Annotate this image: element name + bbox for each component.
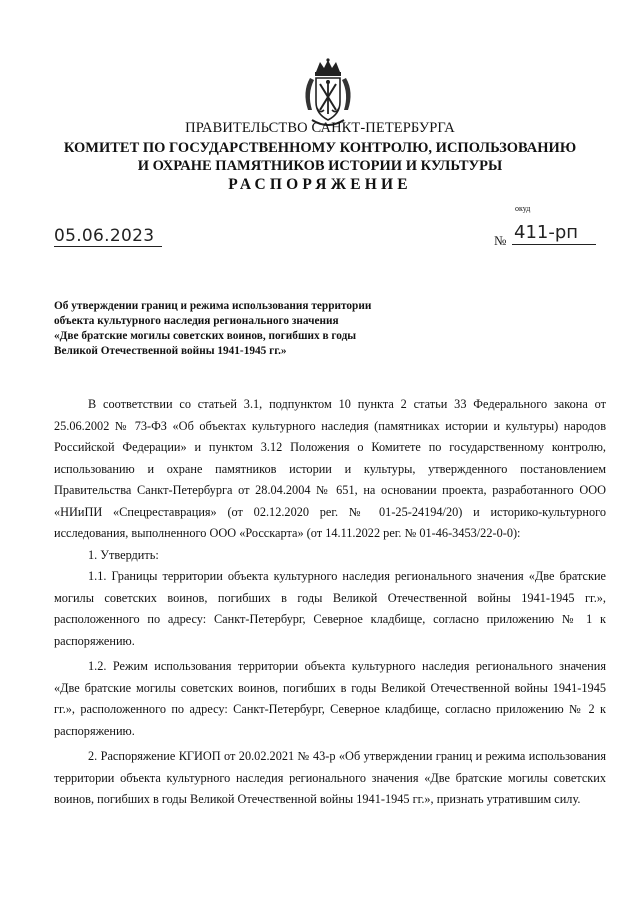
subject-line-4: Великой Отечественной войны 1941-1945 гг.» [54, 345, 287, 357]
committee-name [0, 139, 640, 175]
item-1-1-paragraph: 1.1. Границы территории объекта культурного наследия регионального значения «Две братские могилы советских воинов, погибших в годы Великой Отечественной войны 1941-1945 гг.», расположенного по адресу: Санкт-Петербург, Северное кладбище, согласно приложению № 1 к распоряжению. [54, 569, 606, 648]
document-type-title: РАСПОРЯЖЕНИЕ [228, 176, 412, 193]
committee-line-2: И ОХРАНЕ ПАМЯТНИКОВ ИСТОРИИ И КУЛЬТУРЫ [137, 158, 503, 174]
item-2-paragraph: 2. Распоряжение КГИОП от 20.02.2021 № 43-р «Об утверждении границ и режима использования территории объекта культурного наследия регионального значения «Две братские могилы советских воинов, погибших в годы Великой Отечественной войны 1941-1945 гг.», признать утратившим силу. [54, 749, 606, 806]
subject-line-3: «Две братские могилы советских воинов, погибших в годы [54, 330, 357, 342]
subject-line-1: Об утверждении границ и режима использования территории [54, 300, 372, 312]
preamble-paragraph: В соответствии со статьей 3.1, подпунктом 10 пункта 2 статьи 33 Федерального закона от 25.06.2002 № 73-ФЗ «Об объектах культурного наследия (памятниках истории и культуры) народов Российской Федерации» и пунктом 3.12 Положения о Комитете по государственному контролю, использованию и охране памятников истории и культуры, утвержденного постановлением Правительства Санкт-Петербурга от 28.04.2004 № 651, на основании проекта, разработанного ООО «НИиПИ «Спецреставрация» (от 02.12.2020 рег. № 01-25-24194/20) и историко-культурного исследования, выполненного ООО «Росскарта» (от 14.11.2022 рег. № 01-46-3453/22-0-0): [54, 397, 606, 540]
government-name: ПРАВИТЕЛЬСТВО САНКТ-ПЕТЕРБУРГА [185, 120, 455, 136]
document-number: 411-рп [512, 222, 596, 245]
number-label: № [494, 233, 507, 248]
document-subject [54, 299, 454, 359]
document-body [54, 394, 606, 811]
committee-line-1: КОМИТЕТ ПО ГОСУДАРСТВЕННОМУ КОНТРОЛЮ, ИСПОЛЬЗОВАНИЮ [63, 140, 577, 156]
document-date: 05.06.2023 [54, 226, 162, 247]
subject-line-2: объекта культурного наследия регионального значения [54, 315, 339, 327]
okud-label: окуд [515, 204, 531, 213]
item-1-paragraph: 1. Утвердить: [88, 547, 159, 562]
item-1-2-paragraph: 1.2. Режим использования территории объекта культурного наследия регионального значения «Две братские могилы советских воинов, погибших в годы Великой Отечественной войны 1941-1945 гг.», расположенного по адресу: Санкт-Петербург, Северное кладбище, согласно приложению № 2 к распоряжению. [54, 659, 606, 738]
